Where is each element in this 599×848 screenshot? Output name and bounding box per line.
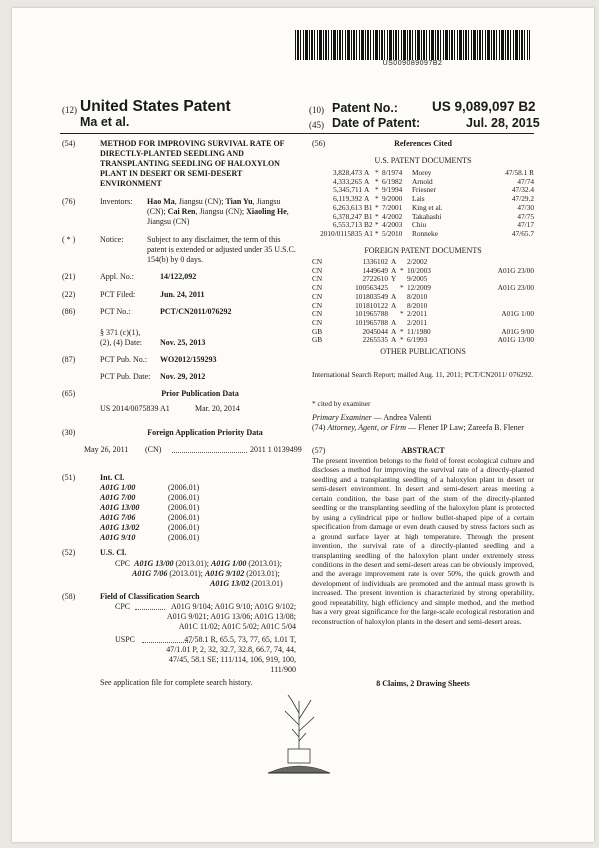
s371-label-2: (2), (4) Date: (100, 338, 142, 347)
int-cl-row: A01G 1/00 (2006.01) (100, 483, 200, 492)
notice-label: Notice: (100, 235, 124, 244)
foreign-doc-row: CN 1449649 A * 10/2003 A01G 23/00 (312, 265, 534, 275)
refs-heading: References Cited (394, 139, 452, 148)
inventor-name: Tian Yu (225, 197, 253, 206)
uspc-line: 47/45, 58.1 SE; 111/114, 106, 919, 100, (168, 655, 296, 664)
us-doc-row: 2010/0115835 A1 * 5/2010 Ronneke 47/65.7 (320, 228, 534, 238)
int-cl-row: A01G 7/06 (2006.01) (100, 513, 200, 522)
leader-dots (172, 444, 247, 453)
header-rule (60, 133, 534, 134)
code-86: (86) (62, 307, 76, 316)
patent-page (12, 8, 594, 842)
foreign-doc-row: CN 101803549 A 8/2010 (312, 291, 428, 301)
notice-text: Subject to any disclaimer, the term of this patent is extended or adjusted under 35 U.S.C. 154(b) by 0 days. (147, 235, 296, 264)
abstract-text: The present invention belongs to the field of forest ecological culture and discloses a method for improving the survival rate of a directly-planted seedling and a transplanting seedling of a haloxylon plant in desert or semi-desert environment. In desert and semi-desert areas meeting a certain condition, the base part of the stem of the directly-planted seedling or the transplanting seedling of the haloxylon plant is protected by using a cylindrical pipe or hollow bullet-shaped pipe of a certain specification from damage or even death caused by stress factors such as a ground surface layer at high temperature. Through the present invention, the survival rate of a directly-planted seedling and a transplanting seedling of the haloxylon plant under extremely stress conditions in the desert and semi-desert areas can be obviously improved, and the average improvement rate is over 50%, the quick growth and development of individuals are promoted and the annual mass growth is increased. The present invention is characterized by strong operability, good repeatability, high efficiency and simple method, and the method has a very great significance for the large-scale ecological restoration and reconstruction of haloxylon plants in the desert and semi-desert areas. (312, 456, 534, 626)
foreign-doc-row: CN 101965788 A 2/2011 (312, 317, 427, 327)
us-doc-row: 6,119,392 A * 9/2000 Lais 47/29.2 (333, 194, 534, 204)
uspc-line: 47/58.1 R, 65.5, 73, 77, 65, 1.01 T, (184, 635, 296, 644)
foreign-doc-row: CN 101965788 * 2/2011 A01G 1/00 (312, 309, 534, 319)
code-21: (21) (62, 272, 76, 281)
claims-summary: 8 Claims, 2 Drawing Sheets (376, 679, 470, 688)
int-cl-row: A01G 9/10 (2006.01) (100, 533, 200, 542)
patent-type-title: United States Patent (80, 98, 231, 115)
pct-filed: Jun. 24, 2011 (160, 290, 205, 299)
pct-pub-no: WO2012/159293 (160, 355, 217, 364)
inventor-name: Cai Ren (167, 207, 196, 216)
foreign-doc-row: CN 101810122 A 8/2010 (312, 300, 428, 310)
fp-date: May 26, 2011 (84, 445, 129, 454)
inventors-label: Inventors: (100, 197, 133, 206)
fp-number: 2011 1 0139499 (250, 445, 302, 454)
code-87: (87) (62, 355, 76, 364)
us-cl-label: U.S. Cl. (100, 548, 127, 557)
us-docs-heading: U.S. PATENT DOCUMENTS (374, 156, 472, 165)
code-notice: ( * ) (62, 235, 76, 244)
us-doc-row: 4,333,265 A * 6/1982 Arnold 47/74 (332, 176, 534, 186)
foreign-doc-row: GB 2265535 A * 6/1993 A01G 13/00 (312, 335, 534, 345)
cpc-line-2: A01G 7/06 (2013.01); A01G 9/102 (2013.01); (132, 569, 280, 578)
int-cl-row: A01G 7/00 (2006.01) (100, 493, 200, 502)
inventors-list: Hao Ma, Jiangsu (CN); Tian Yu, Jiangsu (CN); Cai Ren, Jiangsu (CN); Xiaoling He, Jiangsu (CN) (147, 197, 289, 226)
s371-label-1: § 371 (c)(1), (100, 328, 141, 337)
patent-no-label: Patent No.: (332, 101, 398, 115)
pct-pub-no-label: PCT Pub. No.: (100, 355, 147, 364)
barcode (295, 30, 530, 60)
inventor-short: Ma et al. (80, 115, 130, 129)
foreign-docs-heading: FOREIGN PATENT DOCUMENTS (364, 246, 482, 255)
cpc-line-3: A01G 13/02 (2013.01) (210, 579, 283, 588)
pct-no-label: PCT No.: (100, 307, 131, 316)
code-58: (58) (62, 592, 76, 601)
code-65: (65) (62, 389, 76, 398)
field-cpc-prefix: CPC (115, 602, 131, 611)
us-doc-row: 5,345,711 A * 9/1994 Friesner 47/32.4 (333, 185, 534, 195)
uspc-line: 47/1.01 P, 2, 32, 32.7, 32.8, 66.7, 74, 44, (166, 645, 296, 654)
code-12: (12) (62, 105, 77, 115)
s371-date: Nov. 25, 2013 (160, 338, 206, 347)
appl-no-label: Appl. No.: (100, 272, 134, 281)
inventor-name: Xiaoling He (246, 207, 287, 216)
see-application: See application file for complete search history. (100, 678, 253, 687)
field-cpc-line: A01C 11/02; A01C 5/02; A01C 5/04 (178, 622, 296, 631)
cpc-line-1: CPC A01G 13/00 (2013.01); A01G 1/00 (2013.01); (115, 559, 282, 568)
abstract-heading: ABSTRACT (401, 446, 445, 455)
leader-dots (135, 601, 165, 610)
other-pub: International Search Report; mailed Aug. 11, 2011; PCT/CN2011/ 076292. (312, 370, 534, 379)
patent-title: METHOD FOR IMPROVING SURVIVAL RATE OF DIRECTLY-PLANTED SEEDLING AND TRANSPLANTING SEEDLING OF HALOXYLON PLANT IN DESERT OR SEMI-DESERT ENVIRONMENT (100, 139, 285, 188)
us-doc-row: 6,378,247 B1 * 4/2002 Takahashi 47/75 (332, 211, 534, 221)
code-54: (54) (62, 139, 76, 148)
us-doc-row: 6,553,713 B2 * 4/2003 Chiu 47/17 (332, 220, 534, 230)
foreign-doc-row: GB 2045044 A * 11/1980 A01G 9/00 (312, 326, 534, 336)
code-51: (51) (62, 473, 76, 482)
attorney: (74) Attorney, Agent, or Firm — Flener IP Law; Zareefa B. Flener (312, 423, 524, 432)
foreign-doc-row: CN 2722610 Y 9/2005 (312, 274, 428, 284)
patent-date: Jul. 28, 2015 (466, 116, 540, 130)
code-10: (10) (309, 105, 324, 115)
int-cl-row: A01G 13/00 (2006.01) (100, 503, 200, 512)
fp-country: (CN) (145, 445, 162, 454)
code-30: (30) (62, 428, 76, 437)
soil-mound (268, 766, 330, 773)
protective-pipe (288, 749, 310, 763)
barcode-number: US009089097B2 (382, 60, 443, 67)
foreign-priority-heading: Foreign Application Priority Data (147, 428, 263, 437)
us-doc-row: 3,828,473 A * 8/1974 Morey 47/58.1 R (332, 168, 534, 177)
int-cl-label: Int. Cl. (100, 473, 125, 482)
primary-examiner: Primary Examiner — Andrea Valenti (312, 413, 432, 422)
inventor-name: Hao Ma (147, 197, 175, 206)
pct-pub-date: Nov. 29, 2012 (160, 372, 206, 381)
patent-number: US 9,089,097 B2 (432, 99, 536, 114)
code-57: (57) (312, 446, 326, 455)
code-52: (52) (62, 548, 76, 557)
appl-no: 14/122,092 (160, 272, 197, 281)
uspc-prefix: USPC (115, 635, 136, 644)
us-docs-table (312, 169, 534, 239)
int-cl-row: A01G 13/02 (2006.01) (100, 523, 200, 532)
code-45: (45) (309, 120, 324, 130)
foreign-docs-table (312, 258, 534, 345)
int-cl-table (100, 483, 199, 543)
seedling-drawing (264, 693, 334, 783)
foreign-doc-row: CN 1336102 A 2/2002 (312, 257, 428, 266)
pct-pub-date-label: PCT Pub. Date: (100, 372, 151, 381)
field-cpc-line: A01G 9/021; A01G 13/06; A01G 13/08; (166, 612, 296, 621)
code-56: (56) (312, 139, 326, 148)
code-22: (22) (62, 290, 76, 299)
date-label: Date of Patent: (332, 116, 421, 130)
prior-pub-heading: Prior Publication Data (161, 389, 239, 398)
other-pubs-heading: OTHER PUBLICATIONS (380, 347, 466, 356)
field-search-heading: Field of Classification Search (100, 592, 200, 601)
cited-by-examiner: * cited by examiner (312, 399, 371, 408)
pct-no: PCT/CN2011/076292 (160, 307, 232, 316)
seedling-branches (285, 695, 314, 741)
code-76: (76) (62, 197, 76, 206)
pct-filed-label: PCT Filed: (100, 290, 136, 299)
us-doc-row: 6,263,613 B1 * 7/2001 King et al. 47/30 (332, 202, 534, 212)
field-cpc-line: A01G 9/104; A01G 9/10; A01G 9/102; (171, 602, 297, 611)
uspc-line: 111/900 (270, 665, 296, 674)
foreign-doc-row: CN 100563425 * 12/2009 A01G 23/00 (312, 283, 534, 293)
prior-pub-date: Mar. 20, 2014 (195, 404, 240, 413)
prior-pub-no: US 2014/0075839 A1 (100, 404, 170, 413)
